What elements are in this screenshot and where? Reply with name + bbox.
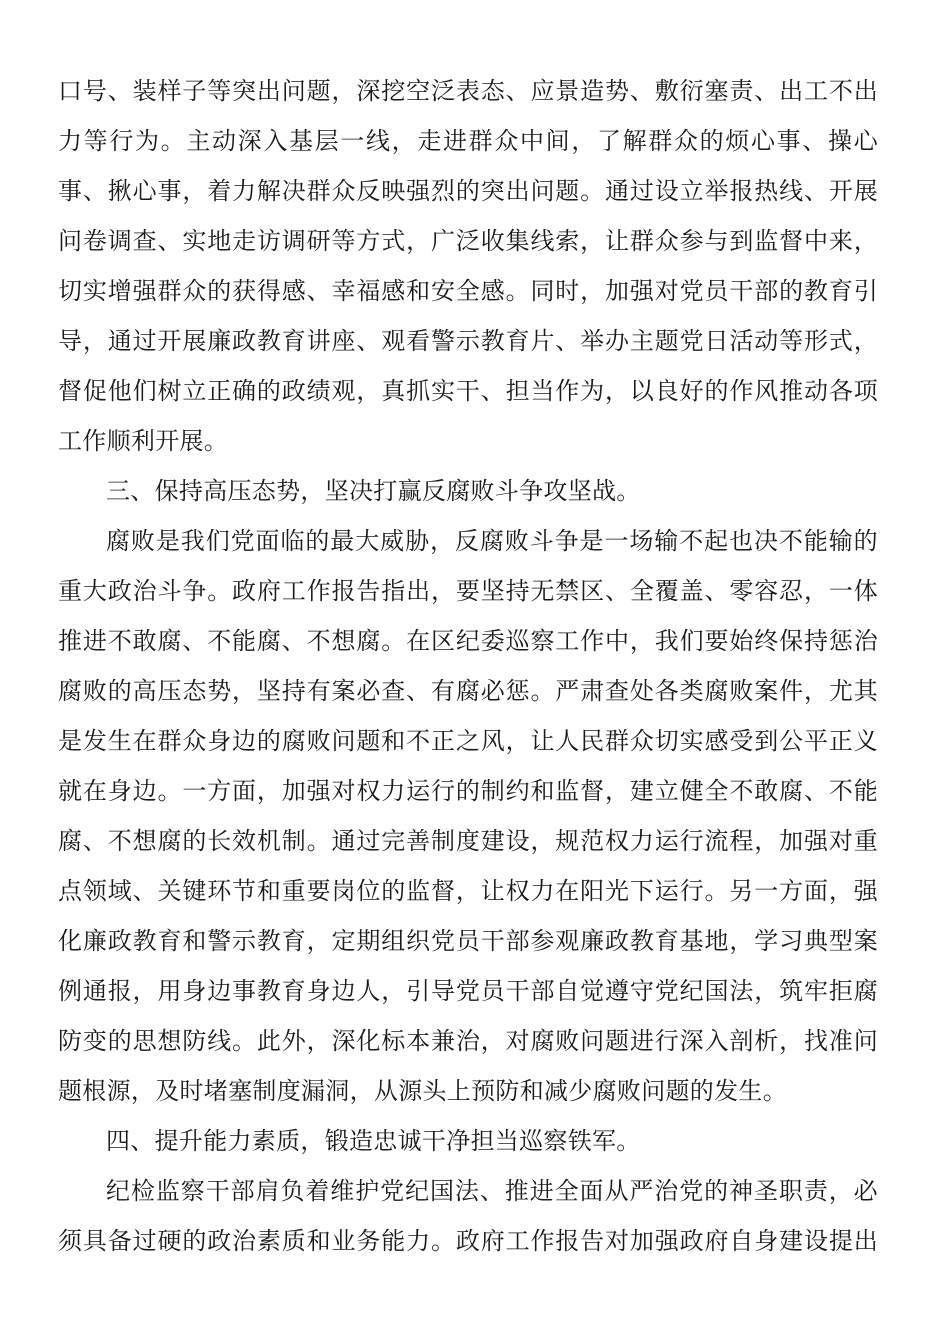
paragraph-line: 题根源，及时堵塞制度漏洞，从源头上预防和减少腐败问题的发生。 [58,1077,787,1105]
section-heading-3: 三、保持高压态势，坚决打赢反腐败斗争攻坚战。 [106,477,641,505]
paragraph-line: 腐、不想腐的长效机制。通过完善制度建设，规范权力运行流程，加强对重 [58,827,878,855]
paragraph-line: 点领域、关键环节和重要岗位的监督，让权力在阳光下运行。另一方面，强 [58,877,878,905]
paragraph-line: 工作顺利开展。 [58,427,229,455]
paragraph-line: 督促他们树立正确的政绩观，真抓实干、担当作为，以良好的作风推动各项 [58,377,878,405]
paragraph-line: 须具备过硬的政治素质和业务能力。政府工作报告对加强政府自身建设提出 [58,1227,878,1255]
paragraph-line: 事、揪心事，着力解决群众反映强烈的突出问题。通过设立举报热线、开展 [58,177,878,205]
paragraph-line: 就在身边。一方面，加强对权力运行的制约和监督，建立健全不敢腐、不能 [58,777,878,805]
paragraph-line: 腐败的高压态势，坚持有案必查、有腐必惩。严肃查处各类腐败案件，尤其 [58,677,878,705]
paragraph-line: 化廉政教育和警示教育，定期组织党员干部参观廉政教育基地，学习典型案 [58,927,878,955]
document-body [58,66,878,1266]
paragraph-line: 导，通过开展廉政教育讲座、观看警示教育片、举办主题党日活动等形式， [58,327,878,355]
paragraph-line: 防变的思想防线。此外，深化标本兼治，对腐败问题进行深入剖析，找准问 [58,1027,878,1055]
paragraph-line: 腐败是我们党面临的最大威胁，反腐败斗争是一场输不起也决不能输的 [106,527,878,555]
paragraph-line: 纪检监察干部肩负着维护党纪国法、推进全面从严治党的神圣职责，必 [106,1177,878,1205]
paragraph-line: 问卷调查、实地走访调研等方式，广泛收集线索，让群众参与到监督中来， [58,227,878,255]
paragraph-line: 推进不敢腐、不能腐、不想腐。在区纪委巡察工作中，我们要始终保持惩治 [58,627,878,655]
paragraph-line: 口号、装样子等突出问题，深挖空泛表态、应景造势、敷衍塞责、出工不出 [58,77,878,105]
section-heading-4: 四、提升能力素质，锻造忠诚干净担当巡察铁军。 [106,1127,641,1155]
paragraph-line: 重大政治斗争。政府工作报告指出，要坚持无禁区、全覆盖、零容忍，一体 [58,577,878,605]
paragraph-line: 是发生在群众身边的腐败问题和不正之风，让人民群众切实感受到公平正义 [58,727,878,755]
paragraph-line: 切实增强群众的获得感、幸福感和安全感。同时，加强对党员干部的教育引 [58,277,878,305]
paragraph-line: 例通报，用身边事教育身边人，引导党员干部自觉遵守党纪国法，筑牢拒腐 [58,977,878,1005]
paragraph-line: 力等行为。主动深入基层一线，走进群众中间，了解群众的烦心事、操心 [58,127,878,155]
